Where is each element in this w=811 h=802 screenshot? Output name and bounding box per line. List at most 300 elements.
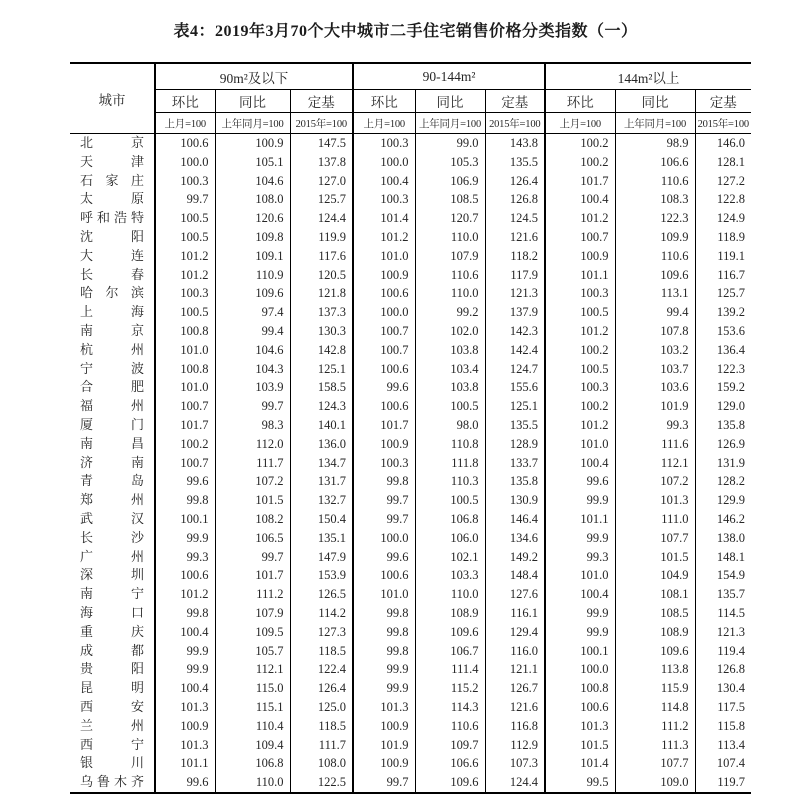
index-value: 110.6 (615, 172, 695, 191)
index-value: 100.4 (155, 623, 215, 642)
city-name-char: 厦 (80, 416, 94, 432)
page-title: 表4：2019年3月70个大中城市二手住宅销售价格分类指数（一） (173, 23, 638, 40)
subheader-yoy: 同比 (615, 90, 695, 113)
index-value: 101.9 (615, 397, 695, 416)
index-value: 100.4 (545, 190, 615, 209)
index-value: 106.8 (215, 754, 290, 773)
city-name-char: 长 (80, 529, 94, 545)
index-value: 147.9 (290, 548, 353, 567)
table-row (70, 491, 751, 510)
city-name-text (70, 491, 154, 510)
table-row (70, 529, 751, 548)
index-value: 99.4 (615, 303, 695, 322)
city-name (70, 585, 155, 604)
table-row (70, 623, 751, 642)
base-2015: 2015年=100 (695, 113, 751, 134)
index-value: 112.0 (215, 435, 290, 454)
city-name (70, 698, 155, 717)
city-name-char: 石 (80, 172, 94, 188)
index-value: 118.5 (290, 642, 353, 661)
index-value: 100.0 (155, 153, 215, 172)
index-value: 100.7 (155, 397, 215, 416)
index-value: 97.4 (215, 303, 290, 322)
city-name-char: 庆 (130, 623, 144, 639)
index-value: 124.5 (485, 209, 545, 228)
index-value: 109.5 (215, 623, 290, 642)
city-name-char: 南 (80, 322, 94, 338)
index-value: 100.6 (155, 566, 215, 585)
index-value: 115.9 (615, 679, 695, 698)
index-value: 100.6 (545, 698, 615, 717)
city-name-text (70, 378, 154, 397)
index-value: 101.2 (545, 322, 615, 341)
index-value: 100.8 (155, 322, 215, 341)
index-value: 131.9 (695, 454, 751, 473)
index-value: 100.9 (353, 435, 415, 454)
index-value: 116.8 (485, 717, 545, 736)
index-value: 103.7 (615, 360, 695, 379)
index-value: 142.3 (485, 322, 545, 341)
index-value: 106.9 (415, 172, 485, 191)
index-value: 113.1 (615, 284, 695, 303)
index-value: 107.7 (615, 529, 695, 548)
city-name-char: 大 (80, 247, 94, 263)
index-value: 155.6 (485, 378, 545, 397)
index-value: 125.0 (290, 698, 353, 717)
index-value: 126.8 (485, 190, 545, 209)
city-name (70, 284, 155, 303)
index-value: 131.7 (290, 472, 353, 491)
city-name-char: 肥 (130, 379, 144, 395)
index-value: 99.7 (353, 491, 415, 510)
index-value: 100.9 (353, 266, 415, 285)
index-value: 99.6 (353, 378, 415, 397)
city-name-text (70, 604, 154, 623)
table-row (70, 247, 751, 266)
city-name-char: 安 (130, 698, 144, 714)
city-name-char: 西 (80, 698, 94, 714)
index-value: 107.7 (615, 754, 695, 773)
index-value: 121.8 (290, 284, 353, 303)
index-value: 115.8 (695, 717, 751, 736)
city-name (70, 472, 155, 491)
city-name-char: 岛 (130, 473, 144, 489)
index-value: 139.2 (695, 303, 751, 322)
subheader-fixed-base: 定基 (695, 90, 751, 113)
index-value: 110.0 (215, 773, 290, 793)
index-value: 100.3 (155, 284, 215, 303)
city-name (70, 378, 155, 397)
index-value: 136.0 (290, 435, 353, 454)
index-value: 110.6 (415, 266, 485, 285)
index-value: 102.0 (415, 322, 485, 341)
city-name-char: 武 (80, 510, 94, 526)
index-value: 99.8 (155, 604, 215, 623)
city-name-char: 昆 (80, 680, 94, 696)
index-value: 126.9 (695, 435, 751, 454)
city-name (70, 360, 155, 379)
index-value: 99.8 (353, 472, 415, 491)
city-name-text (70, 529, 154, 548)
index-value: 120.6 (215, 209, 290, 228)
index-value: 100.7 (545, 228, 615, 247)
index-value: 111.6 (615, 435, 695, 454)
base-prev-month: 上月=100 (545, 113, 615, 134)
index-value: 114.8 (615, 698, 695, 717)
city-name-char: 济 (80, 454, 94, 470)
city-name-text (70, 736, 154, 755)
index-value: 138.0 (695, 529, 751, 548)
city-name (70, 153, 155, 172)
index-value: 99.2 (415, 303, 485, 322)
index-value: 109.6 (415, 623, 485, 642)
index-value: 115.1 (215, 698, 290, 717)
index-value: 103.8 (415, 341, 485, 360)
city-name-char: 特 (130, 210, 144, 226)
city-name-text (70, 172, 154, 191)
index-value: 99.6 (545, 472, 615, 491)
index-value: 99.3 (545, 548, 615, 567)
index-value: 105.3 (415, 153, 485, 172)
index-value: 135.1 (290, 529, 353, 548)
index-value: 101.7 (155, 416, 215, 435)
city-name-char: 齐 (130, 774, 144, 790)
city-name-char: 乌 (80, 774, 94, 790)
table-row (70, 660, 751, 679)
index-value: 119.7 (695, 773, 751, 793)
city-name-char: 和 (96, 210, 110, 226)
table-row (70, 435, 751, 454)
city-name-char: 长 (80, 266, 94, 282)
index-value: 106.6 (415, 754, 485, 773)
index-value: 109.9 (615, 228, 695, 247)
city-name-text (70, 642, 154, 661)
index-value: 106.8 (415, 510, 485, 529)
city-name-char: 南 (80, 586, 94, 602)
city-name-text (70, 416, 154, 435)
index-value: 109.4 (215, 736, 290, 755)
index-value: 101.0 (545, 435, 615, 454)
city-name (70, 510, 155, 529)
index-value: 112.9 (485, 736, 545, 755)
column-header-city: 城市 (70, 63, 155, 134)
city-name-char: 京 (130, 135, 144, 150)
index-value: 105.1 (215, 153, 290, 172)
index-value: 130.9 (485, 491, 545, 510)
index-value: 128.1 (695, 153, 751, 172)
city-name (70, 322, 155, 341)
index-value: 119.1 (695, 247, 751, 266)
city-name-char: 合 (80, 379, 94, 395)
city-name (70, 604, 155, 623)
index-value: 100.0 (353, 529, 415, 548)
index-value: 116.0 (485, 642, 545, 661)
index-value: 136.4 (695, 341, 751, 360)
index-value: 110.4 (215, 717, 290, 736)
subheader-mom: 环比 (353, 90, 415, 113)
city-name (70, 454, 155, 473)
index-value: 100.3 (545, 378, 615, 397)
city-name (70, 303, 155, 322)
city-name-char: 木 (113, 774, 127, 790)
index-value: 122.4 (290, 660, 353, 679)
index-value: 130.4 (695, 679, 751, 698)
city-name-char: 汉 (130, 510, 144, 526)
table-row (70, 303, 751, 322)
city-name-text (70, 754, 154, 773)
index-value: 99.9 (155, 642, 215, 661)
city-name (70, 773, 155, 793)
index-value: 149.2 (485, 548, 545, 567)
city-name-char: 春 (130, 266, 144, 282)
city-name-text (70, 266, 154, 285)
table-row (70, 172, 751, 191)
index-value: 142.8 (290, 341, 353, 360)
subheader-yoy: 同比 (215, 90, 290, 113)
city-name-char: 宁 (130, 586, 144, 602)
city-name-char: 州 (130, 548, 144, 564)
index-value: 107.3 (485, 754, 545, 773)
index-value: 100.3 (155, 172, 215, 191)
table-row (70, 736, 751, 755)
index-value: 106.6 (615, 153, 695, 172)
index-value: 107.4 (695, 754, 751, 773)
index-value: 146.0 (695, 134, 751, 153)
index-value: 104.6 (215, 172, 290, 191)
index-value: 100.4 (545, 585, 615, 604)
index-value: 100.1 (545, 642, 615, 661)
index-value: 110.8 (415, 435, 485, 454)
city-name (70, 341, 155, 360)
index-value: 108.2 (215, 510, 290, 529)
index-value: 101.0 (353, 585, 415, 604)
index-value: 101.1 (545, 266, 615, 285)
index-value: 99.6 (353, 548, 415, 567)
index-value: 126.4 (290, 679, 353, 698)
index-value: 101.5 (215, 491, 290, 510)
index-value: 100.6 (353, 360, 415, 379)
index-value: 143.8 (485, 134, 545, 153)
index-value: 100.5 (155, 303, 215, 322)
index-value: 101.3 (353, 698, 415, 717)
table-row (70, 472, 751, 491)
index-value: 121.6 (485, 228, 545, 247)
city-name-text (70, 548, 154, 567)
index-value: 98.0 (415, 416, 485, 435)
city-name-text (70, 303, 154, 322)
index-value: 111.2 (615, 717, 695, 736)
index-value: 101.4 (353, 209, 415, 228)
index-value: 99.9 (545, 623, 615, 642)
index-value: 109.6 (615, 266, 695, 285)
index-value: 124.4 (290, 209, 353, 228)
index-value: 108.3 (615, 190, 695, 209)
city-name-char: 沈 (80, 228, 94, 244)
index-value: 128.9 (485, 435, 545, 454)
index-value: 127.0 (290, 172, 353, 191)
index-value: 98.3 (215, 416, 290, 435)
city-name-text (70, 360, 154, 379)
index-value: 117.5 (695, 698, 751, 717)
table-row (70, 454, 751, 473)
table-row (70, 566, 751, 585)
subheader-mom: 环比 (545, 90, 615, 113)
index-value: 108.0 (215, 190, 290, 209)
city-name-char: 太 (80, 191, 94, 207)
index-value: 135.5 (485, 153, 545, 172)
index-value: 100.9 (215, 134, 290, 153)
index-value: 147.5 (290, 134, 353, 153)
index-value: 99.6 (155, 773, 215, 793)
base-prev-month: 上月=100 (353, 113, 415, 134)
index-value: 125.1 (485, 397, 545, 416)
table-row (70, 153, 751, 172)
city-name-char: 浩 (113, 210, 127, 226)
index-value: 113.8 (615, 660, 695, 679)
index-value: 132.7 (290, 491, 353, 510)
index-value: 109.1 (215, 247, 290, 266)
index-value: 148.1 (695, 548, 751, 567)
index-value: 137.9 (485, 303, 545, 322)
index-value: 98.9 (615, 134, 695, 153)
index-value: 137.3 (290, 303, 353, 322)
index-value: 110.9 (215, 266, 290, 285)
index-value: 100.7 (353, 341, 415, 360)
index-value: 104.9 (615, 566, 695, 585)
index-value: 115.2 (415, 679, 485, 698)
index-value: 101.3 (545, 717, 615, 736)
city-name-char: 呼 (80, 210, 94, 226)
index-value: 104.6 (215, 341, 290, 360)
index-value: 99.9 (155, 529, 215, 548)
index-value: 99.3 (155, 548, 215, 567)
index-value: 100.3 (353, 134, 415, 153)
city-name-text (70, 773, 154, 792)
city-name-text (70, 397, 154, 416)
city-name-char: 银 (80, 755, 94, 771)
index-value: 122.5 (290, 773, 353, 793)
index-value: 154.9 (695, 566, 751, 585)
subheader-fixed-base: 定基 (290, 90, 353, 113)
index-value: 101.0 (155, 378, 215, 397)
index-value: 114.2 (290, 604, 353, 623)
index-value: 101.3 (155, 736, 215, 755)
table-header (70, 63, 751, 134)
price-index-table (70, 62, 751, 794)
index-value: 125.7 (695, 284, 751, 303)
table-row (70, 378, 751, 397)
city-name (70, 566, 155, 585)
index-value: 117.6 (290, 247, 353, 266)
city-name-char: 成 (80, 642, 94, 658)
index-value: 101.7 (545, 172, 615, 191)
index-value: 101.2 (545, 416, 615, 435)
index-value: 113.4 (695, 736, 751, 755)
index-value: 101.2 (155, 247, 215, 266)
index-value: 121.6 (485, 698, 545, 717)
city-name (70, 660, 155, 679)
index-value: 100.6 (353, 397, 415, 416)
index-value: 109.8 (215, 228, 290, 247)
city-name-char: 杭 (80, 341, 94, 357)
index-value: 99.9 (545, 529, 615, 548)
index-value: 109.6 (415, 773, 485, 793)
index-value: 101.3 (615, 491, 695, 510)
index-value: 126.5 (290, 585, 353, 604)
index-value: 125.1 (290, 360, 353, 379)
index-value: 107.8 (615, 322, 695, 341)
index-value: 99.3 (615, 416, 695, 435)
city-name-char: 西 (80, 736, 94, 752)
index-value: 127.3 (290, 623, 353, 642)
index-value: 100.5 (155, 209, 215, 228)
table-row (70, 266, 751, 285)
index-value: 150.4 (290, 510, 353, 529)
base-same-month-last-year: 上年同月=100 (415, 113, 485, 134)
base-prev-month: 上月=100 (155, 113, 215, 134)
table-row (70, 642, 751, 661)
city-name-char: 家 (105, 172, 119, 188)
index-value: 112.1 (615, 454, 695, 473)
base-same-month-last-year: 上年同月=100 (215, 113, 290, 134)
index-value: 124.3 (290, 397, 353, 416)
city-name-char: 重 (80, 623, 94, 639)
index-value: 100.2 (155, 435, 215, 454)
index-value: 106.5 (215, 529, 290, 548)
subheader-mom: 环比 (155, 90, 215, 113)
table-row (70, 604, 751, 623)
city-name-char: 宁 (80, 360, 94, 376)
index-value: 106.0 (415, 529, 485, 548)
index-value: 100.2 (545, 341, 615, 360)
index-value: 118.9 (695, 228, 751, 247)
index-value: 124.9 (695, 209, 751, 228)
table-row (70, 397, 751, 416)
index-value: 103.2 (615, 341, 695, 360)
index-value: 99.9 (545, 604, 615, 623)
index-value: 135.7 (695, 585, 751, 604)
index-value: 103.8 (415, 378, 485, 397)
city-name-char: 口 (130, 604, 144, 620)
table-row (70, 698, 751, 717)
index-value: 133.7 (485, 454, 545, 473)
city-name-text (70, 566, 154, 585)
index-value: 99.8 (353, 623, 415, 642)
index-value: 100.6 (353, 566, 415, 585)
index-value: 100.0 (353, 153, 415, 172)
index-value: 111.0 (615, 510, 695, 529)
index-value: 101.4 (545, 754, 615, 773)
index-value: 99.7 (215, 548, 290, 567)
index-value: 100.9 (545, 247, 615, 266)
index-value: 100.2 (545, 153, 615, 172)
index-value: 148.4 (485, 566, 545, 585)
city-name-char: 明 (130, 680, 144, 696)
index-value: 101.0 (155, 341, 215, 360)
index-value: 142.4 (485, 341, 545, 360)
index-value: 110.0 (415, 585, 485, 604)
city-name (70, 491, 155, 510)
city-name (70, 266, 155, 285)
index-value: 99.9 (353, 660, 415, 679)
city-name-char: 贵 (80, 661, 94, 677)
table-row (70, 341, 751, 360)
index-value: 100.2 (545, 397, 615, 416)
index-value: 108.1 (615, 585, 695, 604)
index-value: 124.7 (485, 360, 545, 379)
index-value: 101.9 (353, 736, 415, 755)
index-value: 100.9 (353, 754, 415, 773)
